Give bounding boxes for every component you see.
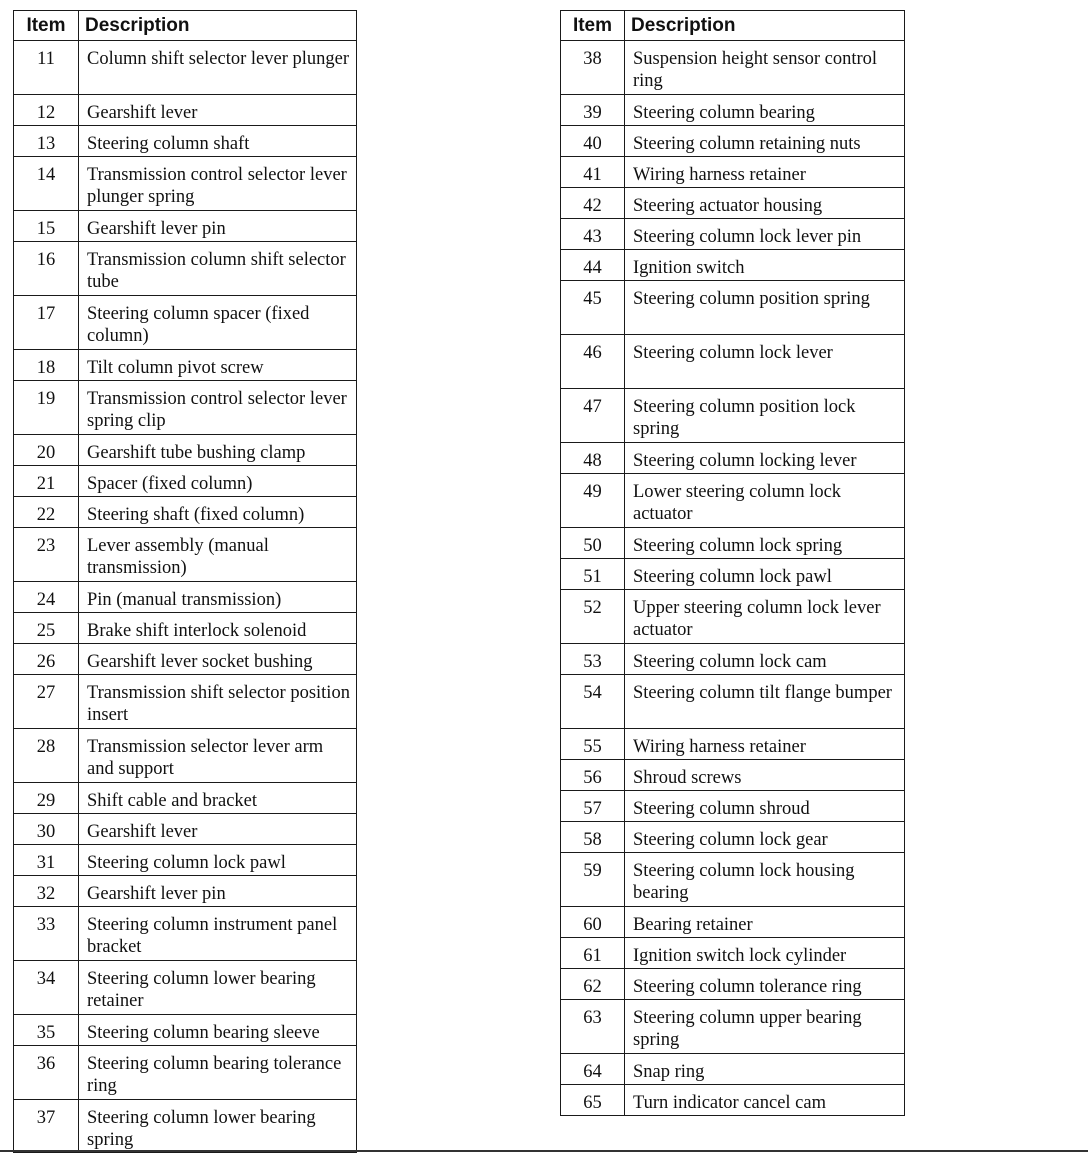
item-description: Wiring harness retainer: [625, 157, 905, 188]
item-description: Steering column lower bearing retainer: [79, 961, 357, 1015]
table-row: [561, 281, 905, 335]
table-row: [561, 474, 905, 528]
table-row: [14, 1015, 357, 1046]
item-description: Steering column instrument panel bracket: [79, 907, 357, 961]
item-description: Steering column lock gear: [625, 822, 905, 853]
item-number: 25: [14, 613, 79, 644]
item-description: Gearshift lever pin: [79, 211, 357, 242]
item-number: 56: [561, 760, 625, 791]
table-row: [14, 845, 357, 876]
item-number: 13: [14, 126, 79, 157]
item-description: Lower steering column lock actuator: [625, 474, 905, 528]
item-description: Steering column lock housing bearing: [625, 853, 905, 907]
item-number: 62: [561, 969, 625, 1000]
item-description: Steering column bearing sleeve: [79, 1015, 357, 1046]
item-description: Transmission control selector lever spring clip: [79, 381, 357, 435]
item-number: 16: [14, 242, 79, 296]
table-row: [14, 582, 357, 613]
item-description: Shroud screws: [625, 760, 905, 791]
item-number: 47: [561, 389, 625, 443]
item-description: Steering column lock lever pin: [625, 219, 905, 250]
item-description: Steering column lock pawl: [625, 559, 905, 590]
item-description: Lever assembly (manual transmission): [79, 528, 357, 582]
item-description: Upper steering column lock lever actuator: [625, 590, 905, 644]
table-row: [561, 1085, 905, 1116]
parts-table-right: [560, 10, 905, 1116]
item-number: 14: [14, 157, 79, 211]
table-row: [14, 435, 357, 466]
item-description: Shift cable and bracket: [79, 783, 357, 814]
table-row: [14, 613, 357, 644]
table-row: [561, 250, 905, 281]
table-row: [14, 95, 357, 126]
item-description: Gearshift lever socket bushing: [79, 644, 357, 675]
item-description: Steering column retaining nuts: [625, 126, 905, 157]
table-row: [561, 443, 905, 474]
item-number: 42: [561, 188, 625, 219]
item-number: 39: [561, 95, 625, 126]
table-row: [14, 675, 357, 729]
item-number: 32: [14, 876, 79, 907]
item-number: 17: [14, 296, 79, 350]
header-row: [561, 11, 905, 41]
table-row: [14, 41, 357, 95]
item-number: 49: [561, 474, 625, 528]
item-number: 21: [14, 466, 79, 497]
column-header-description: Description: [79, 11, 357, 41]
item-description: Steering column shaft: [79, 126, 357, 157]
item-description: Ignition switch: [625, 250, 905, 281]
item-description: Steering column position lock spring: [625, 389, 905, 443]
page-bottom-rule: [0, 1150, 1088, 1152]
item-number: 12: [14, 95, 79, 126]
column-header-item: Item: [561, 11, 625, 41]
item-number: 37: [14, 1100, 79, 1153]
table-row: [561, 219, 905, 250]
table-row: [14, 644, 357, 675]
item-number: 53: [561, 644, 625, 675]
table-row: [561, 907, 905, 938]
table-row: [14, 729, 357, 783]
item-number: 36: [14, 1046, 79, 1100]
item-number: 29: [14, 783, 79, 814]
table-row: [14, 814, 357, 845]
item-number: 33: [14, 907, 79, 961]
item-description: Steering column lower bearing spring: [79, 1100, 357, 1153]
item-description: Steering column position spring: [625, 281, 905, 335]
column-header-description: Description: [625, 11, 905, 41]
table-row: [14, 350, 357, 381]
table-row: [14, 296, 357, 350]
item-description: Steering column tilt flange bumper: [625, 675, 905, 729]
table-row: [14, 381, 357, 435]
table-row: [561, 760, 905, 791]
table-row: [561, 853, 905, 907]
table-row: [14, 242, 357, 296]
item-description: Steering column lock pawl: [79, 845, 357, 876]
item-number: 30: [14, 814, 79, 845]
item-number: 28: [14, 729, 79, 783]
item-description: Steering shaft (fixed column): [79, 497, 357, 528]
item-number: 64: [561, 1054, 625, 1085]
item-number: 15: [14, 211, 79, 242]
parts-table-right-body: [561, 41, 905, 1116]
item-number: 51: [561, 559, 625, 590]
table-row: [561, 1000, 905, 1054]
item-number: 46: [561, 335, 625, 389]
item-number: 48: [561, 443, 625, 474]
table-row: [561, 188, 905, 219]
item-description: Snap ring: [625, 1054, 905, 1085]
item-number: 38: [561, 41, 625, 95]
table-row: [561, 389, 905, 443]
item-description: Transmission selector lever arm and support: [79, 729, 357, 783]
item-number: 52: [561, 590, 625, 644]
item-number: 57: [561, 791, 625, 822]
table-row: [561, 675, 905, 729]
item-description: Bearing retainer: [625, 907, 905, 938]
item-description: Wiring harness retainer: [625, 729, 905, 760]
table-row: [14, 907, 357, 961]
item-number: 61: [561, 938, 625, 969]
table-row: [14, 126, 357, 157]
item-number: 55: [561, 729, 625, 760]
table-row: [561, 822, 905, 853]
table-row: [14, 497, 357, 528]
item-description: Steering column locking lever: [625, 443, 905, 474]
item-number: 58: [561, 822, 625, 853]
item-description: Brake shift interlock solenoid: [79, 613, 357, 644]
header-row: [14, 11, 357, 41]
item-number: 27: [14, 675, 79, 729]
item-description: Steering column lock lever: [625, 335, 905, 389]
item-number: 44: [561, 250, 625, 281]
item-description: Steering actuator housing: [625, 188, 905, 219]
item-description: Spacer (fixed column): [79, 466, 357, 497]
table-row: [561, 938, 905, 969]
item-number: 63: [561, 1000, 625, 1054]
item-description: Gearshift tube bushing clamp: [79, 435, 357, 466]
item-number: 41: [561, 157, 625, 188]
table-row: [561, 157, 905, 188]
item-number: 54: [561, 675, 625, 729]
item-description: Steering column upper bearing spring: [625, 1000, 905, 1054]
table-row: [561, 1054, 905, 1085]
column-header-item: Item: [14, 11, 79, 41]
item-number: 22: [14, 497, 79, 528]
table-row: [561, 791, 905, 822]
table-row: [14, 961, 357, 1015]
item-description: Turn indicator cancel cam: [625, 1085, 905, 1116]
item-number: 24: [14, 582, 79, 613]
item-number: 19: [14, 381, 79, 435]
item-number: 20: [14, 435, 79, 466]
item-number: 43: [561, 219, 625, 250]
table-row: [14, 466, 357, 497]
table-row: [561, 559, 905, 590]
item-description: Steering column spacer (fixed column): [79, 296, 357, 350]
table-row: [561, 335, 905, 389]
item-number: 50: [561, 528, 625, 559]
table-row: [561, 644, 905, 675]
item-description: Suspension height sensor control ring: [625, 41, 905, 95]
table-row: [14, 783, 357, 814]
item-number: 34: [14, 961, 79, 1015]
item-number: 65: [561, 1085, 625, 1116]
item-description: Gearshift lever pin: [79, 876, 357, 907]
item-description: Gearshift lever: [79, 814, 357, 845]
table-row: [561, 528, 905, 559]
item-number: 11: [14, 41, 79, 95]
item-number: 31: [14, 845, 79, 876]
item-description: Steering column lock spring: [625, 528, 905, 559]
item-description: Steering column tolerance ring: [625, 969, 905, 1000]
item-description: Tilt column pivot screw: [79, 350, 357, 381]
item-description: Steering column lock cam: [625, 644, 905, 675]
table-row: [561, 126, 905, 157]
item-number: 40: [561, 126, 625, 157]
item-description: Steering column bearing tolerance ring: [79, 1046, 357, 1100]
table-row: [14, 1100, 357, 1153]
item-number: 23: [14, 528, 79, 582]
item-number: 59: [561, 853, 625, 907]
item-description: Ignition switch lock cylinder: [625, 938, 905, 969]
table-row: [14, 528, 357, 582]
table-row: [561, 969, 905, 1000]
item-number: 26: [14, 644, 79, 675]
table-row: [561, 590, 905, 644]
item-number: 18: [14, 350, 79, 381]
item-description: Column shift selector lever plunger: [79, 41, 357, 95]
item-description: Gearshift lever: [79, 95, 357, 126]
table-row: [14, 211, 357, 242]
item-description: Transmission shift selector position insert: [79, 675, 357, 729]
item-description: Steering column bearing: [625, 95, 905, 126]
parts-table-left-body: [14, 41, 357, 1153]
table-row: [561, 729, 905, 760]
table-row: [14, 157, 357, 211]
item-number: 60: [561, 907, 625, 938]
item-description: Transmission control selector lever plunger spring: [79, 157, 357, 211]
table-row: [561, 41, 905, 95]
item-number: 35: [14, 1015, 79, 1046]
table-row: [14, 876, 357, 907]
item-description: Steering column shroud: [625, 791, 905, 822]
item-description: Transmission column shift selector tube: [79, 242, 357, 296]
item-description: Pin (manual transmission): [79, 582, 357, 613]
item-number: 45: [561, 281, 625, 335]
parts-table-left: [13, 10, 357, 1153]
table-row: [561, 95, 905, 126]
table-row: [14, 1046, 357, 1100]
